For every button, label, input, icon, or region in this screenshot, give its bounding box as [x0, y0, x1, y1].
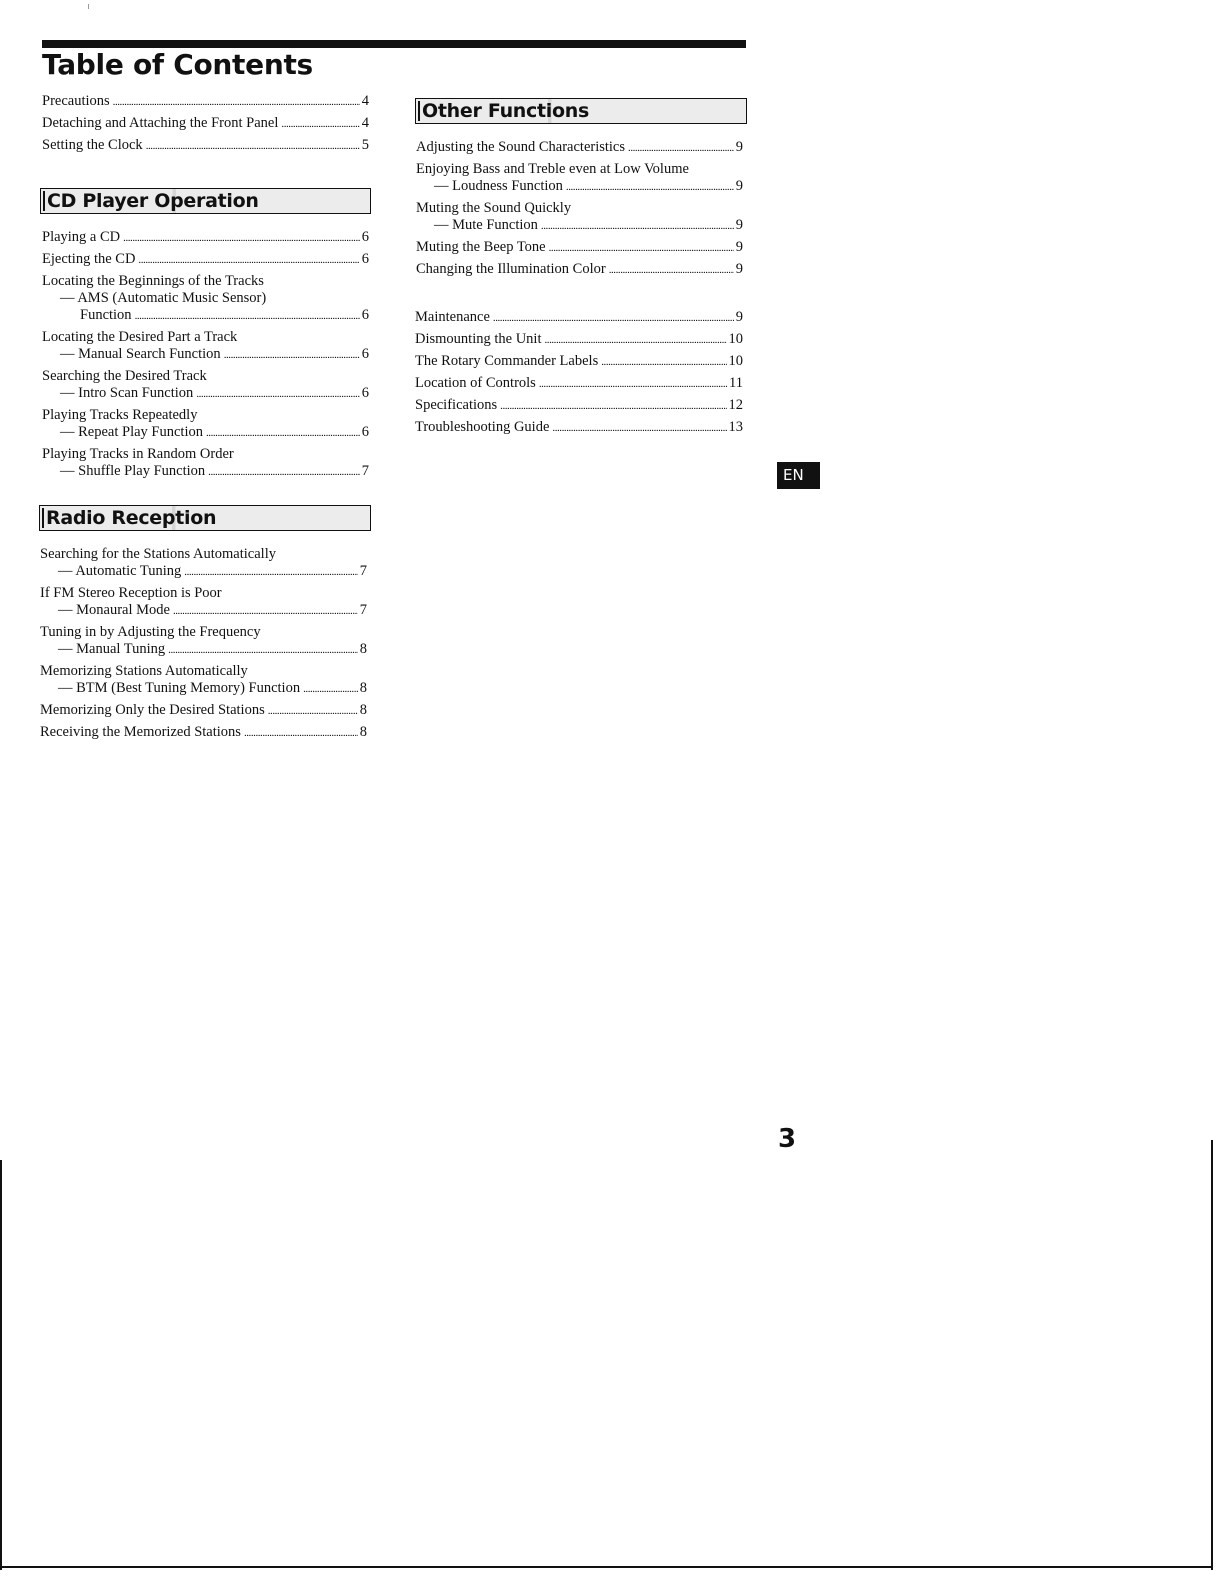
toc-page-number: 9: [735, 217, 743, 233]
dot-leader: [609, 261, 734, 279]
toc-page-number: 7: [359, 563, 367, 579]
dot-leader: [541, 217, 734, 235]
title-rule: [42, 40, 746, 48]
toc-page-number: 4: [361, 93, 369, 109]
toc-entry-text: — Repeat Play Function: [60, 424, 203, 440]
toc-entry-line: [42, 273, 369, 290]
toc-entry-line: [40, 624, 367, 641]
dot-leader: [208, 463, 360, 481]
toc-entry-line: [40, 602, 367, 620]
toc-entry: [42, 251, 369, 269]
toc-entry-line: [42, 93, 369, 111]
toc-entry: [415, 397, 743, 415]
dot-leader: [493, 309, 734, 327]
toc-page-number: 7: [361, 463, 369, 479]
toc-entry-line: [42, 346, 369, 364]
registration-mark: [88, 4, 89, 9]
toc-entry-line: [415, 353, 743, 371]
page-frame-bottom: [0, 1566, 1213, 1568]
toc-page-number: 9: [735, 139, 743, 155]
toc-page-number: 9: [735, 261, 743, 277]
toc-entry-text: Memorizing Stations Automatically: [40, 663, 248, 679]
toc-entry: [415, 309, 743, 327]
toc-entry-text: Maintenance: [415, 309, 490, 325]
toc-entry-line: [416, 261, 743, 279]
toc-entry-text: Memorizing Only the Desired Stations: [40, 702, 265, 718]
toc-entry: [40, 702, 367, 720]
toc-entry-text: — Shuffle Play Function: [60, 463, 206, 479]
toc-entry-line: [416, 139, 743, 157]
toc-entry-line: [42, 329, 369, 346]
toc-entry-text: Playing a CD: [42, 229, 121, 245]
language-tab-badge: EN: [777, 462, 820, 489]
toc-entry-text: Searching for the Stations Automatically: [40, 546, 276, 562]
toc-entry-line: [415, 331, 743, 349]
dot-leader: [196, 385, 359, 403]
toc-entry-text: Ejecting the CD: [42, 251, 136, 267]
toc-page-number: 5: [361, 137, 369, 153]
toc-page-number: 4: [361, 115, 369, 131]
dot-leader: [123, 229, 360, 247]
toc-entry-line: [40, 702, 367, 720]
toc-entry: [40, 585, 367, 620]
dot-leader: [184, 563, 357, 581]
toc-entry-line: [416, 178, 743, 196]
toc-entry: [416, 200, 743, 235]
toc-entry: [415, 375, 743, 393]
toc-entry-line: [42, 424, 369, 442]
dot-leader: [146, 137, 360, 155]
toc-page-number: 8: [359, 680, 367, 696]
toc-entry-text: Precautions: [42, 93, 110, 109]
toc-page-number: 6: [361, 251, 369, 267]
toc-entry-line: [416, 200, 743, 217]
toc-entry-text: Specifications: [415, 397, 498, 413]
toc-entry-text: Playing Tracks Repeatedly: [42, 407, 198, 423]
toc-entry-text: Troubleshooting Guide: [415, 419, 550, 435]
toc-entry-text: Searching the Desired Track: [42, 368, 207, 384]
other-functions-entries: [416, 139, 743, 283]
toc-entry-line: [40, 546, 367, 563]
toc-entry-text: Function: [80, 307, 132, 323]
dot-leader: [566, 178, 734, 196]
dot-leader: [549, 239, 734, 257]
toc-entry-text: — Monaural Mode: [58, 602, 170, 618]
toc-entry-line: [40, 663, 367, 680]
page-frame-left: [0, 1160, 2, 1570]
toc-entry-line: [42, 385, 369, 403]
toc-entry-line: [42, 229, 369, 247]
toc-page-number: 6: [361, 385, 369, 401]
toc-page-number: 8: [359, 641, 367, 657]
toc-entry-line: [416, 217, 743, 235]
section-heading-radio-reception: Radio Reception: [39, 505, 371, 531]
toc-entry-text: Changing the Illumination Color: [416, 261, 606, 277]
toc-entry-text: — BTM (Best Tuning Memory) Function: [58, 680, 301, 696]
toc-page-number: 13: [728, 419, 743, 435]
toc-entry: [42, 446, 369, 481]
toc-entry-line: [42, 463, 369, 481]
dot-leader: [281, 115, 359, 133]
toc-entry-text: The Rotary Commander Labels: [415, 353, 599, 369]
toc-entry-text: Adjusting the Sound Characteristics: [416, 139, 626, 155]
toc-entry-text: Receiving the Memorized Stations: [40, 724, 241, 740]
toc-entry: [415, 419, 743, 437]
toc-entry-text: Locating the Beginnings of the Tracks: [42, 273, 264, 289]
dot-leader: [544, 331, 726, 349]
toc-page-number: 8: [359, 724, 367, 740]
toc-entry-text: — Mute Function: [434, 217, 538, 233]
dot-leader: [500, 397, 726, 415]
toc-page-number: 6: [361, 424, 369, 440]
dot-leader: [601, 353, 726, 371]
toc-entry: [40, 546, 367, 581]
dot-leader: [628, 139, 734, 157]
toc-page-number: 6: [361, 346, 369, 362]
page-frame-right: [1211, 1140, 1213, 1570]
toc-entry-text: Tuning in by Adjusting the Frequency: [40, 624, 261, 640]
toc-entry-text: — Manual Tuning: [58, 641, 166, 657]
toc-entry: [42, 137, 369, 155]
toc-entry-text: Dismounting the Unit: [415, 331, 542, 347]
toc-entry-text: Setting the Clock: [42, 137, 143, 153]
dot-leader: [539, 375, 727, 393]
toc-entry-text: — Intro Scan Function: [60, 385, 194, 401]
dot-leader: [244, 724, 358, 742]
toc-entry-line: [42, 446, 369, 463]
dot-leader: [173, 602, 358, 620]
dot-leader: [138, 251, 359, 269]
toc-entry-line: [415, 309, 743, 327]
dot-leader: [206, 424, 360, 442]
toc-entry: [416, 139, 743, 157]
toc-entry-text: If FM Stereo Reception is Poor: [40, 585, 222, 601]
radio-reception-entries: [40, 546, 367, 746]
toc-page-number: 9: [735, 239, 743, 255]
intro-entries: [42, 93, 369, 159]
dot-leader: [224, 346, 360, 364]
toc-entry-line: [415, 397, 743, 415]
toc-entry: [42, 329, 369, 364]
toc-entry-text: — Loudness Function: [434, 178, 563, 194]
toc-page-number: 10: [728, 353, 743, 369]
toc-entry-line: [42, 251, 369, 269]
toc-entry-text: — Manual Search Function: [60, 346, 221, 362]
toc-page-number: 8: [359, 702, 367, 718]
toc-entry-line: [40, 563, 367, 581]
dot-leader: [168, 641, 358, 659]
toc-entry: [42, 229, 369, 247]
toc-entry-text: Location of Controls: [415, 375, 536, 391]
toc-entry: [42, 407, 369, 442]
dot-leader: [135, 307, 360, 325]
dot-leader: [113, 93, 360, 111]
toc-entry-line: [40, 680, 367, 698]
toc-entry-line: [42, 407, 369, 424]
page-title: Table of Contents: [42, 48, 313, 81]
dot-leader: [268, 702, 358, 720]
toc-entry-line: [416, 239, 743, 257]
dot-leader: [303, 680, 358, 698]
toc-entry-text: — Automatic Tuning: [58, 563, 182, 579]
toc-entry: [40, 624, 367, 659]
toc-entry-line: [42, 368, 369, 385]
toc-page-number: 7: [359, 602, 367, 618]
toc-entry: [416, 239, 743, 257]
page-number: 3: [778, 1124, 797, 1154]
toc-entry-text: Detaching and Attaching the Front Panel: [42, 115, 279, 131]
toc-entry: [42, 115, 369, 133]
toc-entry: [416, 161, 743, 196]
toc-entry: [40, 663, 367, 698]
toc-entry: [42, 93, 369, 111]
toc-entry: [40, 724, 367, 742]
toc-page-number: 9: [735, 309, 743, 325]
dot-leader: [552, 419, 726, 437]
toc-entry: [415, 331, 743, 349]
toc-entry: [416, 261, 743, 279]
toc-page-number: 10: [728, 331, 743, 347]
toc-entry-text: Muting the Sound Quickly: [416, 200, 572, 216]
toc-entry-text: Playing Tracks in Random Order: [42, 446, 234, 462]
toc-entry-text: Muting the Beep Tone: [416, 239, 546, 255]
toc-entry-line: [42, 307, 369, 325]
toc-entry-line: [40, 724, 367, 742]
toc-entry-line: [40, 585, 367, 602]
toc-entry-text: — AMS (Automatic Music Sensor): [60, 290, 267, 306]
toc-entry-text: Locating the Desired Part a Track: [42, 329, 238, 345]
misc-entries: [415, 309, 743, 441]
toc-entry-text: Enjoying Bass and Treble even at Low Volume: [416, 161, 689, 177]
toc-entry-line: [42, 290, 369, 307]
toc-entry-line: [42, 137, 369, 155]
toc-page-number: 9: [735, 178, 743, 194]
toc-entry-line: [42, 115, 369, 133]
toc-entry-line: [415, 375, 743, 393]
toc-page-number: 12: [728, 397, 743, 413]
section-heading-other-functions: Other Functions: [415, 98, 747, 124]
toc-page-number: 6: [361, 307, 369, 323]
toc-page-number: 6: [361, 229, 369, 245]
toc-entry-line: [416, 161, 743, 178]
toc-entry: [415, 353, 743, 371]
toc-page-number: 11: [729, 375, 743, 391]
toc-entry: [42, 368, 369, 403]
toc-entry-line: [415, 419, 743, 437]
section-heading-cd-player-operation: CD Player Operation: [40, 188, 371, 214]
cd-player-entries: [42, 229, 369, 485]
toc-entry: [42, 273, 369, 325]
toc-entry-line: [40, 641, 367, 659]
